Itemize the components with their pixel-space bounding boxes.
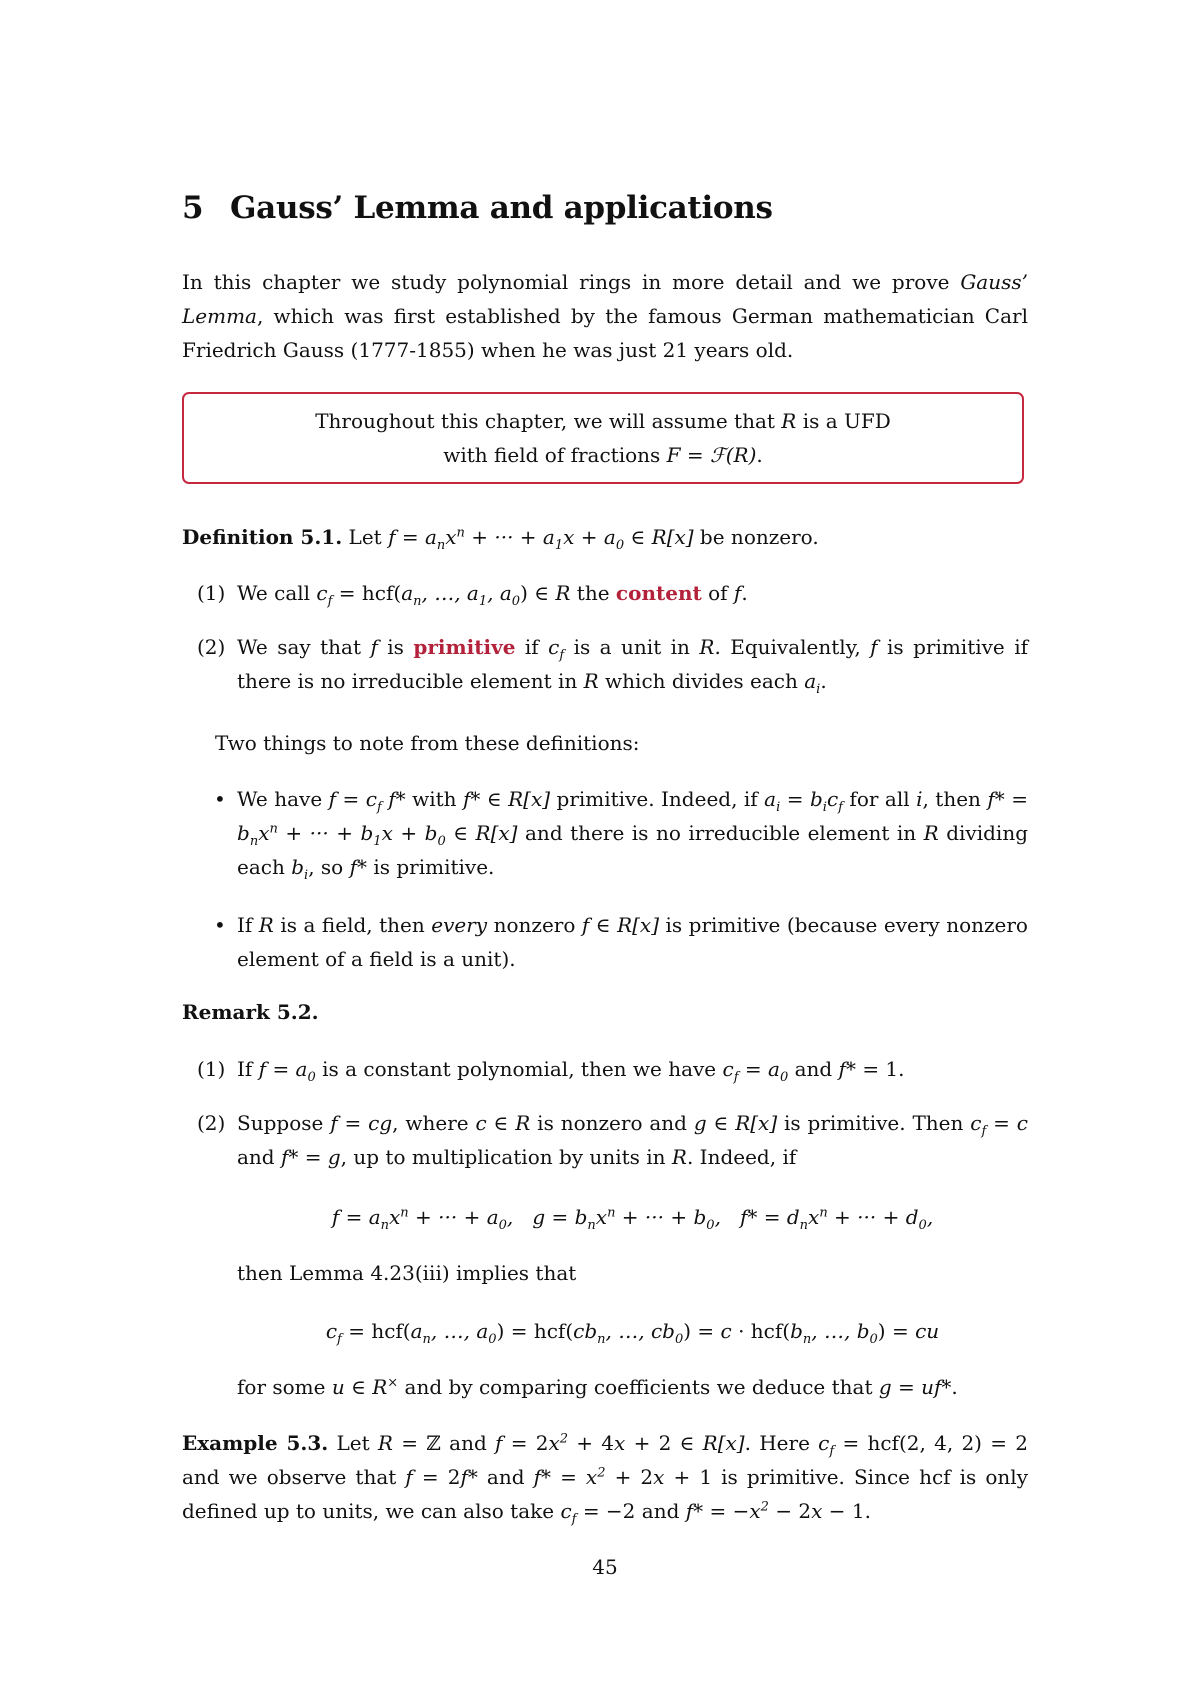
math-expression: g = uf* [878,1375,952,1399]
note-text: is primitive. [366,855,495,879]
example-text: . Here [744,1431,819,1455]
definition-item-2: (2) We say that f is primitive if $c_f$ is a unit in R. Equivalently, f is primitive if there is no irreducible element in R which divides each $a_i$. [197,630,1028,698]
remark-conclusion: for some u ∈ R× and by comparing coefficients we deduce that g = uf*. [237,1375,958,1399]
note-text: is primitive (because every nonzero element of a field is a unit). [237,913,1028,971]
item-label: (1) [197,1057,226,1081]
definition-text: which divides each [598,669,805,693]
math-expression: $c_f = -2$ [560,1499,636,1527]
math-var: R [781,409,797,433]
intro-text-1: In this chapter we study polynomial rings in more detail and we prove [182,270,961,294]
note-text: We have [237,787,329,811]
note-text: dividing each [237,821,1029,879]
math-expression: f ∈ R[x] [581,913,660,937]
math-var: f [370,635,378,659]
chapter-heading [182,186,773,230]
math-var: R [699,635,715,659]
example-text: and [440,1431,496,1455]
notes-bullet-2 [214,908,1028,976]
bullet-dot: • [214,787,226,811]
math-expression: $f = c_f$ f* [328,787,406,815]
note-text: nonzero [487,913,582,937]
math-expression: $c_f = a_0$ [722,1057,789,1085]
math-expression: $f = 2x^2 + 4x + 2$ ∈ R[x] [495,1431,745,1455]
math-var: f [733,581,742,605]
remark-text: is primitive. Then [777,1111,971,1135]
note-text: If [237,913,259,937]
remark-text: . Indeed, if [686,1145,797,1169]
remark-text: and [788,1057,839,1081]
bullet-dot: • [214,913,226,937]
definition-text: is [377,635,414,659]
math-expression: $f* = -x^2 - 2x - 1$ [685,1499,865,1523]
math-var: R [258,913,274,937]
math-expression: g ∈ R[x] [693,1111,778,1135]
intro-paragraph [182,265,1028,367]
math-var: $a_i$ [804,669,821,697]
math-expression: $f* = b_nx^n$ + ··· + $b_1x + b_0$ ∈ R[x] [237,787,1029,849]
page-number: 45 [592,1555,618,1579]
example-text: Let [328,1431,378,1455]
notes-heading: Two things to note from these definitions: [215,731,640,755]
math-expression: R = ℤ [377,1431,441,1455]
remark-text: and by comparing coefficients we deduce that [398,1375,879,1399]
note-text: primitive. Indeed, if [550,787,765,811]
remark-text: and [237,1145,281,1169]
example-text: and [635,1499,686,1523]
remark-text: , where [392,1111,476,1135]
item-label: (2) [197,1111,226,1135]
math-expression: f = 2f* [405,1465,478,1489]
math-expression: F = ℱ(R) [666,443,757,467]
definition-intro [182,520,1028,554]
math-expression: u ∈ R× [331,1375,399,1399]
definition-text: We say that [237,635,371,659]
math-var: f [870,635,878,659]
definition-text: is a unit in [564,635,700,659]
notes-bullet-1 [214,782,1028,884]
remark-text: is nonzero and [530,1111,694,1135]
note-emphasis: every [431,913,488,937]
item-label: (1) [197,581,226,605]
math-var: R [583,669,599,693]
definition-item-1: (1) We call $c_f = hcf(a_n$, …, $a_1$, $a_0$) ∈ R the content of f. [197,576,1028,610]
term-primitive: primitive [413,635,516,659]
math-expression: f* ∈ R[x] [462,787,551,811]
definition-text: . Equivalently, [714,635,871,659]
note-text: for all [842,787,917,811]
assumption-text: is a UFD [796,409,891,433]
assumption-box [182,392,1024,484]
remark-then-text: then Lemma 4.23(iii) implies that [237,1261,577,1285]
math-expression: $f = a_0$ [258,1057,316,1085]
assumption-text: Throughout this chapter, we will assume that [315,409,782,433]
math-expression: $f = a_nx^n$ + ··· + $a_1x + a_0$ ∈ R[x] [388,525,694,553]
definition-label: Definition 5.1. [182,525,343,549]
display-equation-2: $c_f = hcf(a_n$, …, $a_0) = hcf(cb_n$, …, $cb_0) = c \cdot hcf(b_n$, …, $b_0$) = cu [325,1319,940,1347]
item-label: (2) [197,635,226,659]
example-text: and [477,1465,534,1489]
example-text: is primitive. Since hcf is only defined up to units, we can also take [182,1465,1028,1523]
example-label: Example 5.3. [182,1431,329,1455]
remark-text: Suppose [237,1111,331,1135]
math-expression: f* = 1 [838,1057,899,1081]
intro-emphasis: Gauss’ Lemma [182,270,1028,328]
remark-label: Remark 5.2. [182,1000,319,1024]
math-var: R [923,821,939,845]
note-text: with [405,787,463,811]
assumption-text: with field of fractions [443,443,667,467]
math-expression: $c_f = c$ [970,1111,1029,1139]
example-paragraph: Example 5.3. Let R = ℤ and $f = 2x^2 + 4x + 2$ ∈ R[x]. Here $c_f = hcf(2$, 4, 2) = 2 and we observe that f = 2f* and $f* = x^2 + 2x + 1$ is primitive. Since hcf is only defined up to units, we can also take $c_f = -2$ and $f* = -x^2 - 2x - 1$. [182,1431,1028,1527]
term-content: content [615,581,702,605]
display-equation-1: $f = a_nx^n$ + ··· + $a_0$, $g = b_nx^n$ + ··· + $b_0$, $f* = d_nx^n$ + ··· + $d_0$, [331,1205,934,1233]
remark-text: If [237,1057,259,1081]
math-var: $c_f$ [548,635,565,663]
definition-text: if [515,635,549,659]
note-text: , so [308,855,350,879]
note-text: , then [922,787,988,811]
math-expression: $a_i = b_ic_f$ [764,787,843,815]
assumption-line-1 [184,404,1022,438]
intro-text-2: , which was first established by the famous German mathematician Carl Friedrich Gauss (1777-1855) when he was just 21 years old. [182,304,1028,362]
assumption-text: . [756,443,763,467]
assumption-line-2 [184,438,1022,472]
note-text: is a field, then [273,913,432,937]
definition-text: the [570,581,616,605]
example-text: and we observe that [182,1465,406,1489]
math-var: i [916,787,923,811]
math-expression: $f* = x^2 + 2x + 1$ [533,1465,713,1489]
math-expression: $c_f = hcf(a_n$, …, $a_1$, $a_0$) ∈ R [316,581,571,609]
definition-text: be nonzero. [693,525,819,549]
remark-text: is a constant polynomial, then we have [315,1057,723,1081]
math-expression: f = cg [330,1111,393,1135]
note-text: and there is no irreducible element in [517,821,924,845]
math-var: R [671,1145,687,1169]
definition-text: of [701,581,734,605]
math-expression: f* = g [280,1145,341,1169]
definition-text: is primitive if there is no irreducible element in [237,635,1029,693]
math-expression: $c_f = hcf(2$, 4, 2) = 2 [818,1431,1028,1459]
remark-text: for some [237,1375,332,1399]
remark-item-1: (1) If $f = a_0$ is a constant polynomial, then we have $c_f = a_0$ and f* = 1. [197,1052,1028,1086]
chapter-title: Gauss’ Lemma and applications [230,190,773,226]
definition-text: Let [348,525,389,549]
definition-text: We call [237,581,317,605]
math-var: f* [349,855,367,879]
remark-text: , up to multiplication by units in [340,1145,672,1169]
math-expression: c ∈ R [475,1111,531,1135]
chapter-number: 5 [182,190,204,226]
remark-item-2 [197,1106,1028,1174]
math-var: $b_i$ [291,855,309,883]
